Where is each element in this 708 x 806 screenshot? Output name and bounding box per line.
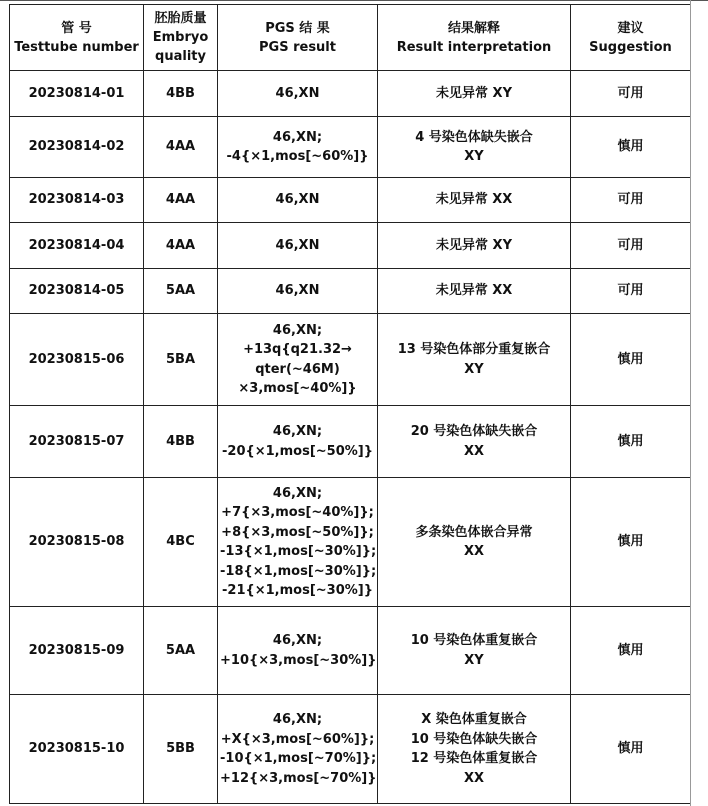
interp-cell	[378, 607, 571, 695]
quality-cell: 4AA	[144, 178, 218, 223]
suggest-cell: 可用	[571, 178, 691, 223]
pgs-line: 46,XN;	[272, 485, 323, 501]
pgs-line: 46,XN	[275, 85, 320, 101]
pgs-cell	[218, 314, 378, 406]
table-row	[10, 71, 691, 117]
suggest-cell: 可用	[571, 71, 691, 117]
header-suggest	[571, 5, 691, 71]
header-pgs	[218, 5, 378, 71]
table-row	[10, 178, 691, 223]
pgs-line: ×3,mos[~40%]}	[238, 381, 357, 396]
interp-cell	[378, 269, 571, 314]
header-interp-line: Result interpretation	[396, 39, 552, 55]
pgs-cell	[218, 478, 378, 607]
pgs-line: -20{×1,mos[~50%]}	[222, 443, 373, 459]
interp-line: 未见异常 XY	[436, 237, 512, 253]
suggest-cell: 慎用	[571, 117, 691, 178]
interp-line: XY	[464, 149, 484, 164]
pgs-line: +7{×3,mos[~40%]};	[221, 505, 374, 520]
pgs-cell	[218, 223, 378, 269]
pgs-line: 46,XN;	[272, 129, 323, 145]
tube-cell: 20230815-08	[10, 478, 144, 607]
pgs-cell	[218, 607, 378, 695]
header-quality-line: Embryo	[152, 30, 209, 45]
header-quality-line: quality	[155, 49, 206, 64]
interp-line: XX	[463, 544, 485, 559]
interp-line: XX	[463, 770, 485, 786]
interp-cell	[378, 695, 571, 804]
pgs-line: -10{×1,mos[~70%]};	[220, 751, 377, 766]
interp-cell	[378, 223, 571, 269]
suggest-cell: 可用	[571, 269, 691, 314]
quality-cell: 4BB	[144, 406, 218, 478]
pgs-cell	[218, 406, 378, 478]
tube-cell: 20230815-09	[10, 607, 144, 695]
quality-cell: 5BB	[144, 695, 218, 804]
pgs-line: -4{×1,mos[~60%]}	[226, 149, 369, 164]
interp-line: 4 号染色体缺失嵌合	[415, 129, 533, 145]
table-body	[10, 71, 691, 804]
tube-cell: 20230814-02	[10, 117, 144, 178]
header-pgs-line: PGS 结 果	[265, 20, 330, 36]
interp-line: 13 号染色体部分重复嵌合	[397, 342, 551, 357]
pgs-line: +8{×3,mos[~50%]};	[221, 524, 374, 540]
table-row	[10, 406, 691, 478]
pgs-cell	[218, 178, 378, 223]
table-row	[10, 117, 691, 178]
pgs-cell	[218, 117, 378, 178]
quality-cell: 5BA	[144, 314, 218, 406]
pgs-cell	[218, 695, 378, 804]
tube-cell: 20230815-06	[10, 314, 144, 406]
pgs-line: -18{×1,mos[~30%]};	[220, 563, 377, 579]
quality-cell: 4BC	[144, 478, 218, 607]
quality-cell: 5AA	[144, 607, 218, 695]
interp-cell	[378, 406, 571, 478]
header-interp-line: 结果解释	[447, 20, 500, 36]
pgs-line: -21{×1,mos[~30%]}	[222, 583, 373, 598]
pgs-results-table	[9, 4, 691, 804]
header-tube	[10, 5, 144, 71]
interp-line: 12 号染色体重复嵌合	[410, 751, 538, 766]
suggest-cell: 可用	[571, 223, 691, 269]
pgs-line: qter(~46M)	[255, 361, 340, 377]
quality-cell: 4BB	[144, 71, 218, 117]
pgs-line: 46,XN;	[272, 633, 323, 648]
tube-cell: 20230814-03	[10, 178, 144, 223]
header-row	[10, 5, 691, 71]
interp-cell	[378, 314, 571, 406]
pgs-line: 46,XN	[275, 192, 320, 208]
pgs-line: -13{×1,mos[~30%]};	[220, 544, 377, 559]
page-top-rule	[0, 0, 708, 1]
pgs-line: 46,XN;	[272, 322, 323, 338]
interp-line: XX	[463, 443, 485, 459]
interp-cell	[378, 71, 571, 117]
quality-cell: 4AA	[144, 117, 218, 178]
interp-cell	[378, 178, 571, 223]
header-interp	[378, 5, 571, 71]
header-tube-line: 管 号	[61, 20, 92, 36]
table-row	[10, 478, 691, 607]
tube-cell: 20230815-07	[10, 406, 144, 478]
header-quality-line: 胚胎质量	[154, 11, 207, 26]
pgs-line: +10{×3,mos[~30%]}	[220, 652, 377, 668]
pgs-line: 46,XN;	[272, 712, 323, 727]
pgs-cell	[218, 71, 378, 117]
page-right-rule	[690, 0, 691, 806]
pgs-line: +12{×3,mos[~70%]}	[220, 770, 377, 786]
header-tube-line: Testtube number	[14, 39, 139, 55]
table-row	[10, 314, 691, 406]
header-quality	[144, 5, 218, 71]
interp-line: 10 号染色体缺失嵌合	[410, 731, 538, 747]
interp-line: 多条染色体嵌合异常	[415, 524, 533, 540]
pgs-line: 46,XN	[275, 237, 320, 253]
pgs-line: 46,XN;	[272, 424, 323, 439]
interp-line: 未见异常 XY	[436, 85, 512, 101]
header-pgs-line: PGS result	[259, 39, 336, 55]
interp-line: 未见异常 XX	[435, 192, 513, 208]
table-row	[10, 607, 691, 695]
quality-cell: 5AA	[144, 269, 218, 314]
header-suggest-line: 建议	[617, 20, 644, 36]
interp-line: 10 号染色体重复嵌合	[410, 633, 538, 648]
tube-cell: 20230815-10	[10, 695, 144, 804]
suggest-cell: 慎用	[571, 695, 691, 804]
pgs-line: 46,XN	[275, 283, 320, 299]
interp-cell	[378, 117, 571, 178]
suggest-cell: 慎用	[571, 314, 691, 406]
interp-line: 20 号染色体缺失嵌合	[410, 424, 538, 439]
table-row	[10, 269, 691, 314]
tube-cell: 20230814-04	[10, 223, 144, 269]
interp-cell	[378, 478, 571, 607]
suggest-cell: 慎用	[571, 478, 691, 607]
pgs-line: +X{×3,mos[~60%]};	[220, 731, 375, 747]
quality-cell: 4AA	[144, 223, 218, 269]
interp-line: XY	[464, 652, 484, 668]
suggest-cell: 慎用	[571, 607, 691, 695]
tube-cell: 20230814-05	[10, 269, 144, 314]
pgs-line: +13q{q21.32→	[243, 342, 352, 357]
pgs-cell	[218, 269, 378, 314]
suggest-cell: 慎用	[571, 406, 691, 478]
interp-line: XY	[464, 361, 484, 377]
tube-cell: 20230814-01	[10, 71, 144, 117]
table-row	[10, 223, 691, 269]
interp-line: 未见异常 XX	[435, 283, 513, 299]
table-row	[10, 695, 691, 804]
interp-line: X 染色体重复嵌合	[421, 712, 527, 727]
header-suggest-line: Suggestion	[589, 39, 672, 55]
